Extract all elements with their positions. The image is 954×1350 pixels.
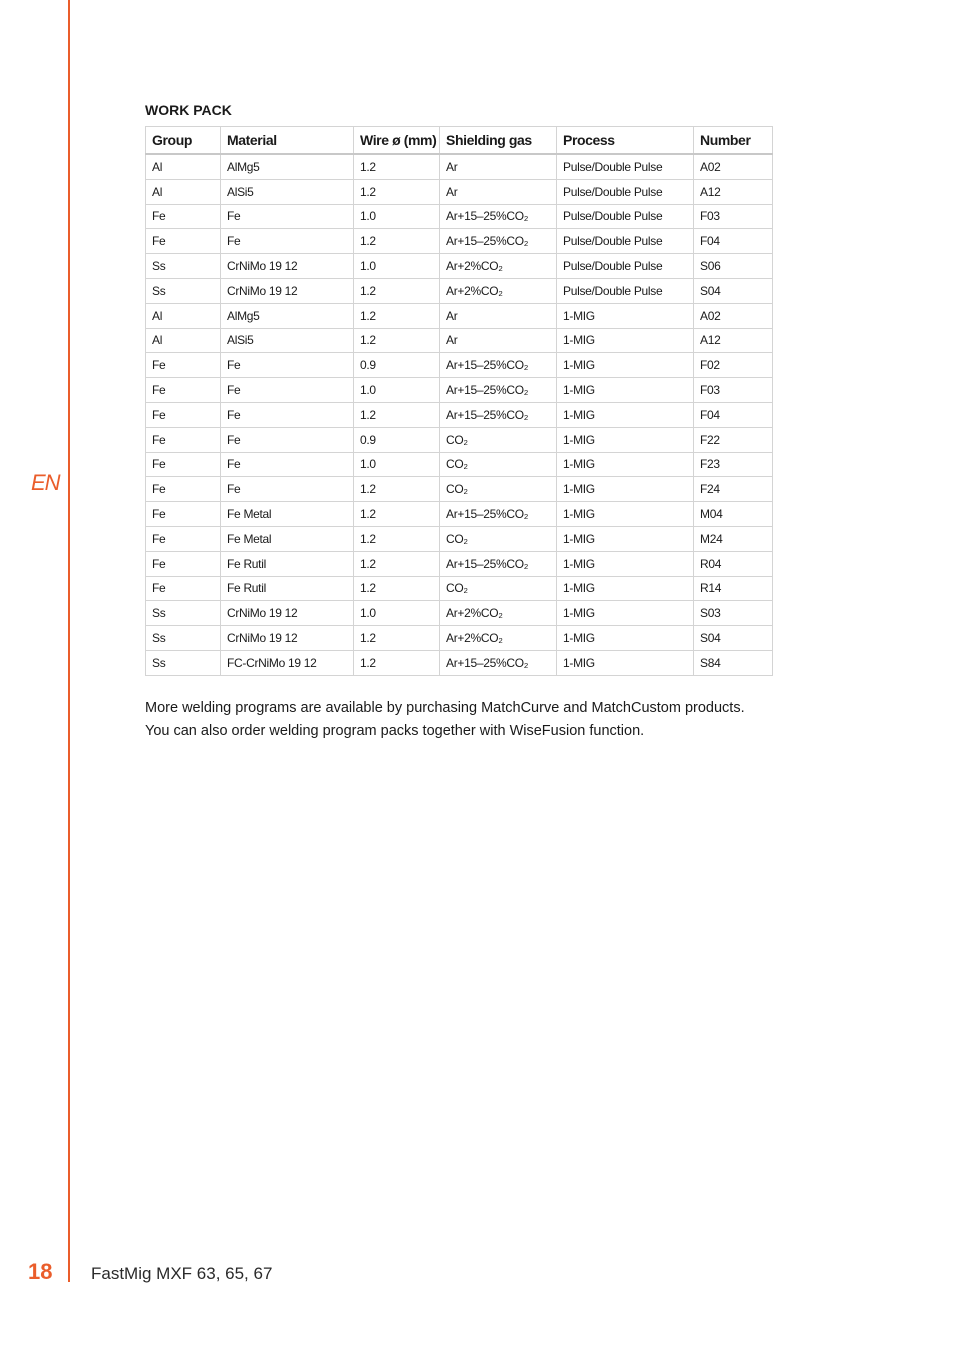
cell-shielding-gas: Ar+15–25%CO₂ — [440, 229, 557, 254]
cell-group: Fe — [146, 526, 221, 551]
cell-wire-diameter: 1.2 — [354, 551, 440, 576]
cell-group: Fe — [146, 452, 221, 477]
table-row — [146, 650, 773, 675]
cell-material: AlSi5 — [221, 179, 354, 204]
cell-shielding-gas: Ar+2%CO₂ — [440, 254, 557, 279]
cell-number: S06 — [694, 254, 773, 279]
work-pack-table — [145, 126, 773, 676]
table-row — [146, 601, 773, 626]
table-row — [146, 303, 773, 328]
cell-wire-diameter: 1.2 — [354, 502, 440, 527]
cell-group: Fe — [146, 576, 221, 601]
header-material: Material — [221, 127, 354, 155]
cell-shielding-gas: CO₂ — [440, 452, 557, 477]
cell-process: 1-MIG — [557, 402, 694, 427]
cell-process: 1-MIG — [557, 477, 694, 502]
table-row — [146, 378, 773, 403]
table-row — [146, 526, 773, 551]
cell-process: 1-MIG — [557, 626, 694, 651]
cell-number: F03 — [694, 204, 773, 229]
cell-material: FC-CrNiMo 19 12 — [221, 650, 354, 675]
cell-group: Ss — [146, 650, 221, 675]
cell-group: Fe — [146, 477, 221, 502]
table-row — [146, 626, 773, 651]
table-row — [146, 551, 773, 576]
cell-number: S03 — [694, 601, 773, 626]
cell-shielding-gas: Ar+15–25%CO₂ — [440, 650, 557, 675]
cell-wire-diameter: 1.2 — [354, 650, 440, 675]
margin-rule — [68, 0, 70, 1282]
table-header-row — [146, 127, 773, 155]
cell-process: 1-MIG — [557, 452, 694, 477]
cell-shielding-gas: Ar — [440, 328, 557, 353]
cell-process: Pulse/Double Pulse — [557, 254, 694, 279]
cell-wire-diameter: 1.0 — [354, 254, 440, 279]
cell-material: CrNiMo 19 12 — [221, 601, 354, 626]
cell-number: S04 — [694, 626, 773, 651]
table-row — [146, 278, 773, 303]
cell-process: Pulse/Double Pulse — [557, 229, 694, 254]
cell-material: AlMg5 — [221, 303, 354, 328]
cell-material: Fe Metal — [221, 502, 354, 527]
cell-process: Pulse/Double Pulse — [557, 154, 694, 179]
cell-process: Pulse/Double Pulse — [557, 278, 694, 303]
table-row — [146, 328, 773, 353]
cell-material: Fe — [221, 427, 354, 452]
cell-material: CrNiMo 19 12 — [221, 626, 354, 651]
cell-group: Fe — [146, 353, 221, 378]
cell-group: Ss — [146, 254, 221, 279]
cell-wire-diameter: 1.2 — [354, 626, 440, 651]
cell-wire-diameter: 1.2 — [354, 576, 440, 601]
cell-shielding-gas: CO₂ — [440, 477, 557, 502]
cell-wire-diameter: 0.9 — [354, 353, 440, 378]
cell-shielding-gas: CO₂ — [440, 427, 557, 452]
cell-number: A12 — [694, 328, 773, 353]
cell-process: 1-MIG — [557, 601, 694, 626]
header-process: Process — [557, 127, 694, 155]
cell-shielding-gas: Ar+2%CO₂ — [440, 278, 557, 303]
cell-wire-diameter: 1.2 — [354, 303, 440, 328]
cell-process: 1-MIG — [557, 526, 694, 551]
cell-shielding-gas: Ar+15–25%CO₂ — [440, 353, 557, 378]
cell-number: A12 — [694, 179, 773, 204]
header-number: Number — [694, 127, 773, 155]
cell-process: 1-MIG — [557, 650, 694, 675]
cell-wire-diameter: 1.2 — [354, 402, 440, 427]
cell-process: 1-MIG — [557, 502, 694, 527]
header-group: Group — [146, 127, 221, 155]
cell-material: Fe Rutil — [221, 576, 354, 601]
cell-group: Fe — [146, 204, 221, 229]
cell-process: 1-MIG — [557, 576, 694, 601]
note-line-2: You can also order welding program packs together with WiseFusion function. — [145, 723, 645, 739]
cell-number: R14 — [694, 576, 773, 601]
cell-material: AlSi5 — [221, 328, 354, 353]
cell-material: Fe — [221, 402, 354, 427]
program-note — [145, 697, 805, 743]
cell-material: Fe — [221, 204, 354, 229]
cell-wire-diameter: 1.0 — [354, 452, 440, 477]
table-row — [146, 154, 773, 179]
cell-process: Pulse/Double Pulse — [557, 179, 694, 204]
cell-process: 1-MIG — [557, 353, 694, 378]
cell-wire-diameter: 1.2 — [354, 328, 440, 353]
table-row — [146, 229, 773, 254]
cell-wire-diameter: 0.9 — [354, 427, 440, 452]
cell-material: Fe — [221, 452, 354, 477]
table-row — [146, 502, 773, 527]
cell-wire-diameter: 1.0 — [354, 378, 440, 403]
header-shielding-gas: Shielding gas — [440, 127, 557, 155]
table-row — [146, 353, 773, 378]
cell-wire-diameter: 1.2 — [354, 179, 440, 204]
cell-process: 1-MIG — [557, 378, 694, 403]
cell-shielding-gas: CO₂ — [440, 576, 557, 601]
cell-wire-diameter: 1.0 — [354, 601, 440, 626]
cell-material: Fe Metal — [221, 526, 354, 551]
cell-number: A02 — [694, 154, 773, 179]
cell-material: CrNiMo 19 12 — [221, 278, 354, 303]
page-number: 18 — [28, 1259, 53, 1284]
cell-number: M04 — [694, 502, 773, 527]
table-row — [146, 204, 773, 229]
cell-number: S84 — [694, 650, 773, 675]
footer-title: FastMig MXF 63, 65, 67 — [91, 1264, 273, 1283]
cell-number: M24 — [694, 526, 773, 551]
cell-shielding-gas: Ar+15–25%CO₂ — [440, 402, 557, 427]
language-tag: EN — [31, 470, 60, 495]
cell-group: Fe — [146, 229, 221, 254]
cell-process: 1-MIG — [557, 551, 694, 576]
cell-shielding-gas: Ar+15–25%CO₂ — [440, 551, 557, 576]
cell-number: F04 — [694, 402, 773, 427]
cell-shielding-gas: Ar+15–25%CO₂ — [440, 502, 557, 527]
cell-material: Fe Rutil — [221, 551, 354, 576]
cell-group: Fe — [146, 551, 221, 576]
cell-number: F23 — [694, 452, 773, 477]
cell-number: F03 — [694, 378, 773, 403]
cell-material: AlMg5 — [221, 154, 354, 179]
cell-number: F22 — [694, 427, 773, 452]
cell-material: CrNiMo 19 12 — [221, 254, 354, 279]
cell-group: Fe — [146, 427, 221, 452]
cell-shielding-gas: Ar — [440, 303, 557, 328]
cell-wire-diameter: 1.2 — [354, 154, 440, 179]
cell-shielding-gas: Ar+15–25%CO₂ — [440, 204, 557, 229]
table-row — [146, 427, 773, 452]
cell-wire-diameter: 1.2 — [354, 477, 440, 502]
cell-shielding-gas: Ar+2%CO₂ — [440, 626, 557, 651]
cell-group: Fe — [146, 502, 221, 527]
header-wire-diameter: Wire ø (mm) — [354, 127, 440, 155]
cell-number: R04 — [694, 551, 773, 576]
cell-group: Al — [146, 303, 221, 328]
cell-number: F24 — [694, 477, 773, 502]
cell-material: Fe — [221, 229, 354, 254]
note-line-1: More welding programs are available by purchasing MatchCurve and MatchCustom products. — [145, 700, 745, 716]
cell-process: 1-MIG — [557, 328, 694, 353]
cell-shielding-gas: Ar — [440, 154, 557, 179]
cell-material: Fe — [221, 353, 354, 378]
cell-group: Fe — [146, 378, 221, 403]
table-row — [146, 452, 773, 477]
cell-shielding-gas: CO₂ — [440, 526, 557, 551]
cell-shielding-gas: Ar+2%CO₂ — [440, 601, 557, 626]
cell-shielding-gas: Ar — [440, 179, 557, 204]
cell-number: F04 — [694, 229, 773, 254]
cell-number: A02 — [694, 303, 773, 328]
cell-wire-diameter: 1.2 — [354, 526, 440, 551]
cell-group: Al — [146, 179, 221, 204]
table-row — [146, 477, 773, 502]
cell-group: Ss — [146, 626, 221, 651]
cell-material: Fe — [221, 378, 354, 403]
cell-material: Fe — [221, 477, 354, 502]
cell-group: Fe — [146, 402, 221, 427]
cell-process: Pulse/Double Pulse — [557, 204, 694, 229]
table-row — [146, 576, 773, 601]
cell-process: 1-MIG — [557, 303, 694, 328]
cell-group: Al — [146, 154, 221, 179]
cell-number: S04 — [694, 278, 773, 303]
cell-process: 1-MIG — [557, 427, 694, 452]
cell-number: F02 — [694, 353, 773, 378]
cell-group: Ss — [146, 601, 221, 626]
table-row — [146, 179, 773, 204]
cell-wire-diameter: 1.2 — [354, 278, 440, 303]
table-row — [146, 254, 773, 279]
section-title: WORK PACK — [145, 102, 232, 118]
table-body — [146, 154, 773, 675]
cell-wire-diameter: 1.0 — [354, 204, 440, 229]
table-row — [146, 402, 773, 427]
cell-group: Ss — [146, 278, 221, 303]
cell-wire-diameter: 1.2 — [354, 229, 440, 254]
cell-group: Al — [146, 328, 221, 353]
cell-shielding-gas: Ar+15–25%CO₂ — [440, 378, 557, 403]
